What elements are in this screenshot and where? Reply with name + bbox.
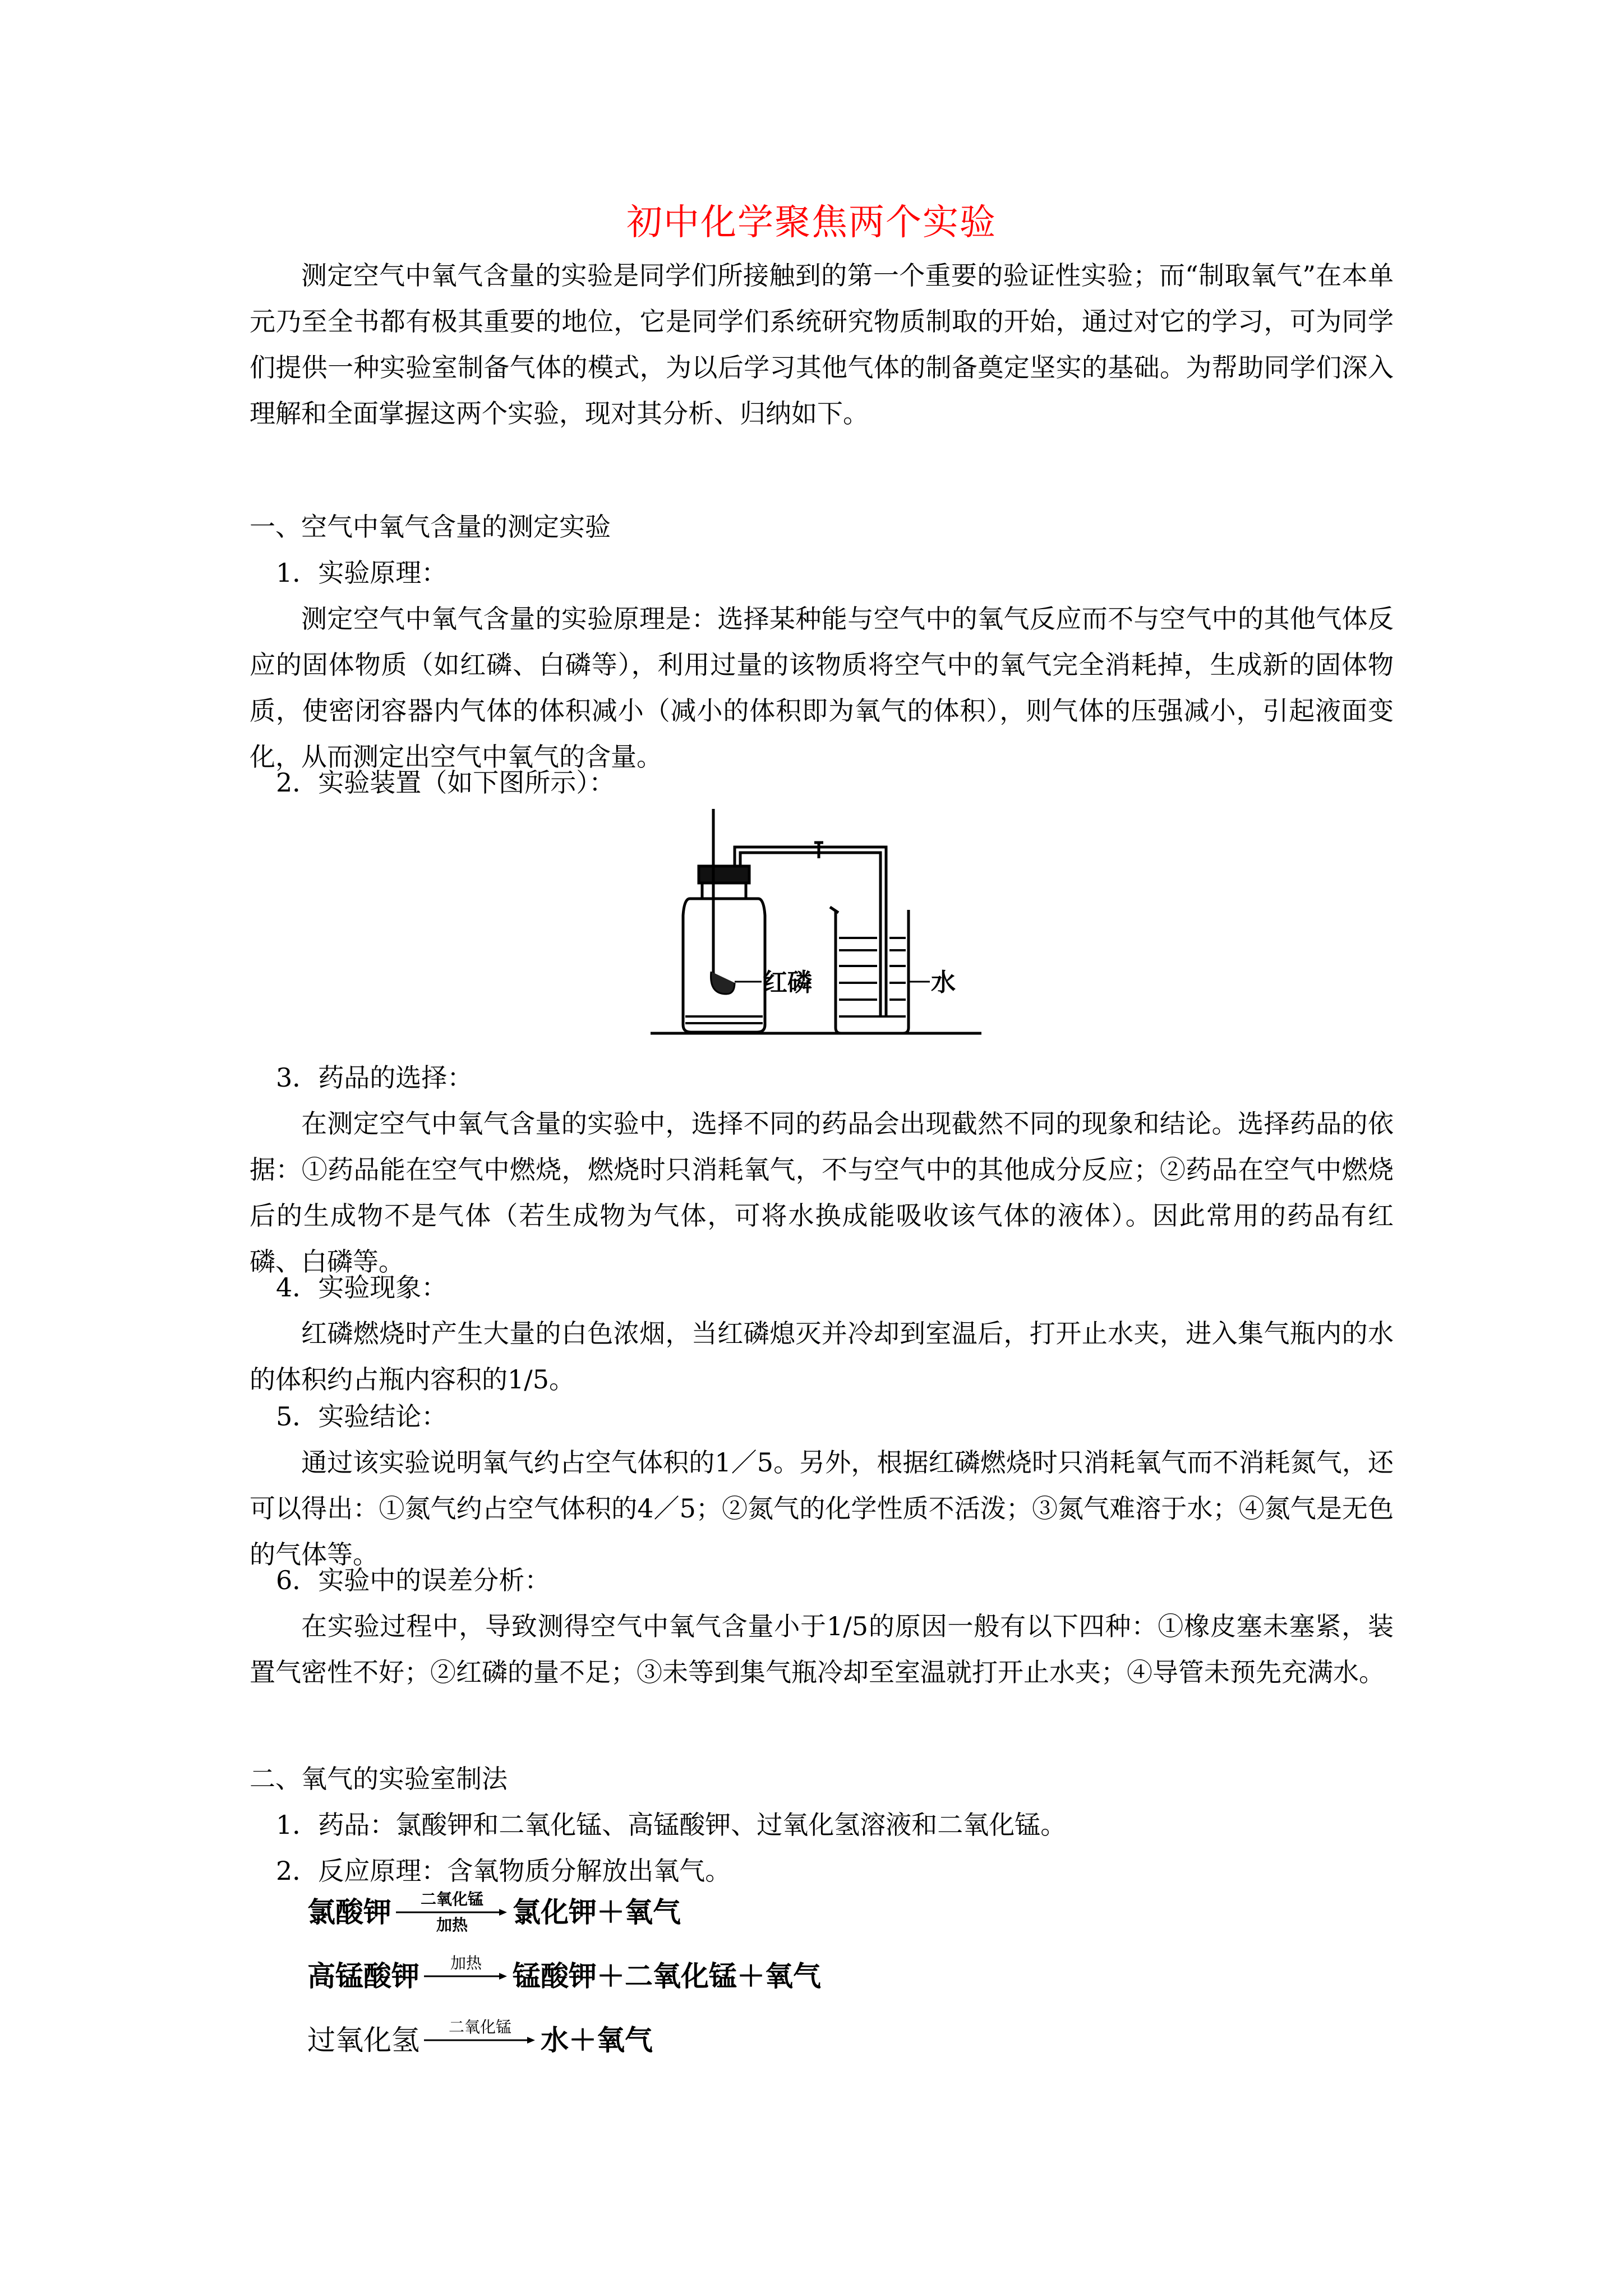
eq3-arrow [424,2018,536,2062]
section1-heading: 一、空气中氧气含量的测定实验 [250,512,611,542]
section1-item5-text: 通过该实验说明氧气约占空气体积的1／5。另外，根据红磷燃烧时只消耗氧气而不消耗氮气，还可以得出：①氮气约占空气体积的4／5；②氮气的化学性质不活泼；③氮气难溶于水；④氮气是无色的气体等。 [250,1447,1394,1570]
eq3-reactant: 过氧化氢 [307,2024,419,2056]
equation-potassium-chlorate [307,1890,681,1934]
section1-item1-title: 1．实验原理： [276,558,448,588]
document-title: 初中化学聚焦两个实验 [626,202,997,243]
eq1-catalyst: 二氧化锰 [420,1890,483,1908]
equation-potassium-permanganate [307,1954,821,1998]
section1-item6-text: 在实验过程中，导致测得空气中氧气含量小于1/5的原因一般有以下四种：①橡皮塞未塞紧，装置气密性不好；②红磷的量不足；③未等到集气瓶冷却至室温就打开止水夹；④导管未预先充满水。 [250,1611,1394,1687]
reaction-arrow-icon [424,1972,508,1980]
apparatus-diagram [651,803,981,1039]
section1-item4-text: 红磷燃烧时产生大量的白色浓烟，当红磷熄灭并冷却到室温后，打开止水夹，进入集气瓶内的水的体积约占瓶内容积的1/5。 [250,1318,1394,1395]
section2-item2: 2．反应原理：含氧物质分解放出氧气。 [276,1856,731,1886]
reaction-arrow-icon [396,1908,508,1916]
section1-item4-title: 4．实验现象： [276,1272,448,1303]
section1-item6-title: 6．实验中的误差分析： [276,1565,551,1595]
eq2-reactant: 高锰酸钾 [307,1959,419,1993]
section1-item5-title: 5．实验结论： [276,1401,448,1432]
eq2-product: 锰酸钾＋二氧化锰＋氧气 [513,1959,821,1993]
section1-item2-title: 2．实验装置（如下图所示）： [276,767,615,798]
section1-item1-text: 测定空气中氧气含量的实验原理是：选择某种能与空气中的氧气反应而不与空气中的其他气体反应的固体物质（如红磷、白磷等），利用过量的该物质将空气中的氧气完全消耗掉，生成新的固体物质，使密闭容器内气体的体积减小（减小的体积即为氧气的体积），则气体的压强减小，引起液面变化，从而测定出空气中氧气的含量。 [250,604,1394,772]
apparatus-figure [651,803,981,1039]
eq1-reactant: 氯酸钾 [307,1895,391,1929]
eq3-catalyst: 二氧化锰 [448,2018,511,2036]
equation-hydrogen-peroxide [307,2018,653,2062]
eq2-condition: 加热 [450,1954,482,1972]
label-water: 水 [931,968,956,997]
eq2-arrow [424,1954,508,1998]
label-red-phosphorus: 红磷 [763,968,812,997]
eq1-arrow [396,1890,508,1934]
section2-item1: 1．药品：氯酸钾和二氧化锰、高锰酸钾、过氧化氢溶液和二氧化锰。 [276,1810,1067,1840]
eq3-product: 水＋氧气 [541,2023,653,2056]
reaction-arrow-icon [424,2036,536,2044]
section1-item3-title: 3．药品的选择： [276,1062,473,1093]
section1-item3-text: 在测定空气中氧气含量的实验中，选择不同的药品会出现截然不同的现象和结论。选择药品的依据：①药品能在空气中燃烧，燃烧时只消耗氧气，不与空气中的其他成分反应；②药品在空气中燃烧后的生成物不是气体（若生成物为气体，可将水换成能吸收该气体的液体）。因此常用的药品有红磷、白磷等。 [250,1108,1394,1277]
eq1-condition: 加热 [436,1916,468,1934]
intro-paragraph: 测定空气中氧气含量的实验是同学们所接触到的第一个重要的验证性实验；而“制取氧气”在本单元乃至全书都有极其重要的地位，它是同学们系统研究物质制取的开始，通过对它的学习，可为同学们提供一种实验室制备气体的模式，为以后学习其他气体的制备奠定坚实的基础。为帮助同学们深入理解和全面掌握这两个实验，现对其分析、归纳如下。 [250,260,1394,429]
eq1-product: 氯化钾＋氧气 [513,1895,681,1929]
section2-heading: 二、氧气的实验室制法 [250,1764,508,1794]
